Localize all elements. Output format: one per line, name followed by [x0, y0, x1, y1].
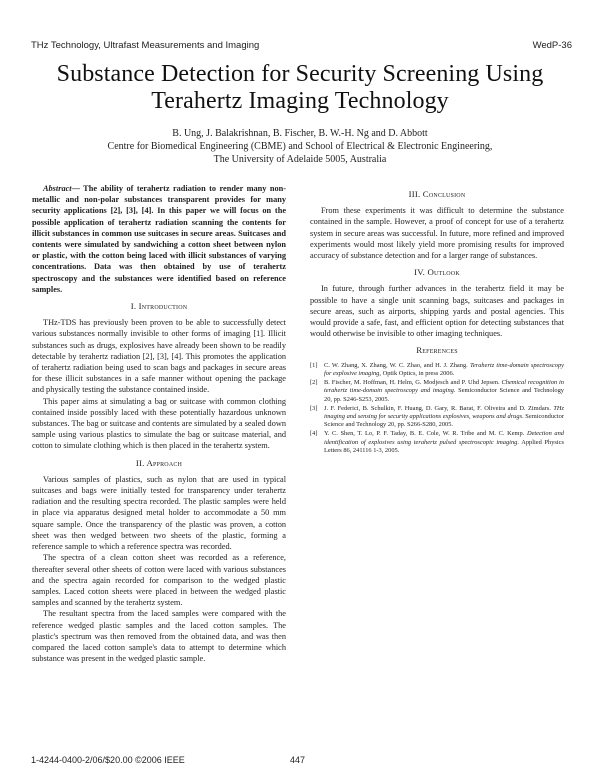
reference-number: [3] [310, 404, 318, 412]
copyright-line: 1-4244-0400-2/06/$20.00 ©2006 IEEE [31, 755, 185, 765]
running-header-paper-id: WedP-36 [532, 40, 572, 51]
university: The University of Adelaide 5005, Australia [213, 154, 387, 165]
outlook-paragraph: In future, through further advances in the terahertz field it may be possible to have a single unit scanning bags, suitcases and packages in secure areas, such as airports, shipping yards and postal agencies. This would provide a safe, fast, and efficient option for detecting substances that would otherwise be invisible to other imaging techniques. [310, 284, 564, 339]
reference-list [310, 362, 564, 456]
paper-title-line-2: Terahertz Imaging Technology [151, 88, 449, 114]
reference-item [310, 362, 564, 379]
reference-item [310, 379, 564, 404]
section-heading-conclusion: III. Conclusion [408, 189, 466, 199]
approach-paragraph: The resultant spectra from the laced samples were compared with the reference wedged plastic samples and the laced cotton samples. The plastic's spectrum was then removed from the obtained data, and was then compared the laced cotton sample's data to attempt to determine which substance was present in the wedged plastic sample. [32, 609, 286, 664]
running-header-left: THz Technology, Ultrafast Measurements and Imaging [31, 40, 260, 51]
intro-paragraph: THz-TDS has previously been proven to be able to successfully detect various substances normally invisible to other forms of imaging [1]. Illicit substances such as drugs, explosives have already been shown to be readily detectable by terahertz radiation [2], [3], [4]. This promotes the application of terahertz radiation being used to scan bags and packages in secure areas for these illicit substances in a safe manner without opening the package and physically testing the substance contained inside. [32, 318, 286, 395]
section-heading-outlook: IV. Outlook [414, 267, 460, 278]
reference-number: [1] [310, 361, 318, 369]
conclusion-paragraph: From these experiments it was difficult to determine the substance contained in the sample. However, a proof of concept for use of a terahertz system in secure areas was successful. In future, more refined and improved experiments would most likely yield more promising results for improved accuracy of substance detection and for a larger range of substances. [310, 206, 564, 261]
reference-text: C. W. Zhang, X. Zhang, W. C. Zhao, and H. J. Zhang. Terahertz time-domain spectroscopy for explosive imaging, Optik Optics, in press 2006. [324, 361, 564, 378]
reference-text: J. F. Federici, B. Schulkin, F. Huang, D. Gary, R. Barat, F. Oliveira and D. Zimdars. THz imaging and sensing for security applications explosives, weapons and drugs. Semiconductor Science and Technology 20, pp. S266-S280, 2005. [324, 404, 564, 429]
reference-text: B. Fischer, M. Hoffman, H. Helm, G. Modjesch and P. Uhd Jepsen. Chemical recognition in terahertz time-domain spectroscopy and imaging. Semiconductor Science and Technology 20, pp. S246-S253, 2005. [324, 378, 564, 403]
reference-number: [4] [310, 430, 318, 438]
author-list: B. Ung, J. Balakrishnan, B. Fischer, B. W.-H. Ng and D. Abbott [172, 128, 428, 139]
approach-paragraph: The spectra of a clean cotton sheet was recorded as a reference, thereafter several other sheets of cotton were laced with various substances and the spectra again recorded for comparison to the wedged plastic samples. Laced cotton sheets were placed in between the wedged plastic samples and scanned by the terahertz system. [32, 553, 286, 608]
reference-item [310, 405, 564, 430]
reference-text: Y. C. Shen, T. Lo, P. F. Taday, B. E. Cole, W. R. Tribe and M. C. Kemp. Detection and identification of explosives using terahertz pulsed spectroscopic imaging. Applied Physics Letters 86, 241116 1-3, 2005. [324, 430, 565, 455]
section-heading-approach: II. Approach [135, 457, 183, 468]
reference-item [310, 430, 564, 455]
reference-number: [2] [310, 378, 318, 386]
approach-paragraph: Various samples of plastics, such as nylon that are used in typical suitcases and bags were initially tested for transparency under terahertz radiation and the resulting spectra recorded. The plastic samples were held in place via apparatus designed metal holder to accommodate a 50 mm square sample. Once the transparency of the plastic was proven, a cotton sheet was then wedged between two sheets of the plastic, forming a reference sample to which a reference spectra was recorded. [32, 474, 286, 552]
abstract-text: — The ability of terahertz radiation to render many non-metallic and non-polar substances transparent provides for many security applications [2], [3], [4]. In this paper we will focus on the possible application of terahertz radiation scanning the contents for illicit substances in common use suitcases in secure areas. Suitcases and contents were simulated by sandwiching a cotton sheet between nylon or plastic, with the cotton being laced with illicit substances of varying concentrations. Data was then obtained by use of terahertz spectroscopy and the substances were identified based on reference samples. [32, 184, 286, 294]
right-column [310, 183, 564, 456]
paper-title-line-1: Substance Detection for Security Screening Using [56, 61, 544, 87]
section-heading-introduction: I. Introduction [130, 301, 188, 312]
intro-paragraph: This paper aims at simulating a bag or suitcase with common clothing contained inside possibly laced with these potentially hazardous unknown substances. The bag or suitcase and contents are simulated by a sealed down sample using various plastics to simulate the bag or suitcase material, and cotton to simulate clothing which is then placed in the terahertz system. [32, 396, 286, 451]
affiliation: Centre for Biomedical Engineering (CBME) and School of Electrical & Electronic Engineering, [107, 141, 493, 152]
left-column [32, 183, 286, 664]
section-heading-references: References [416, 345, 458, 356]
abstract [32, 183, 286, 295]
abstract-lead: Abstract [43, 184, 72, 193]
page-number: 447 [290, 755, 306, 765]
